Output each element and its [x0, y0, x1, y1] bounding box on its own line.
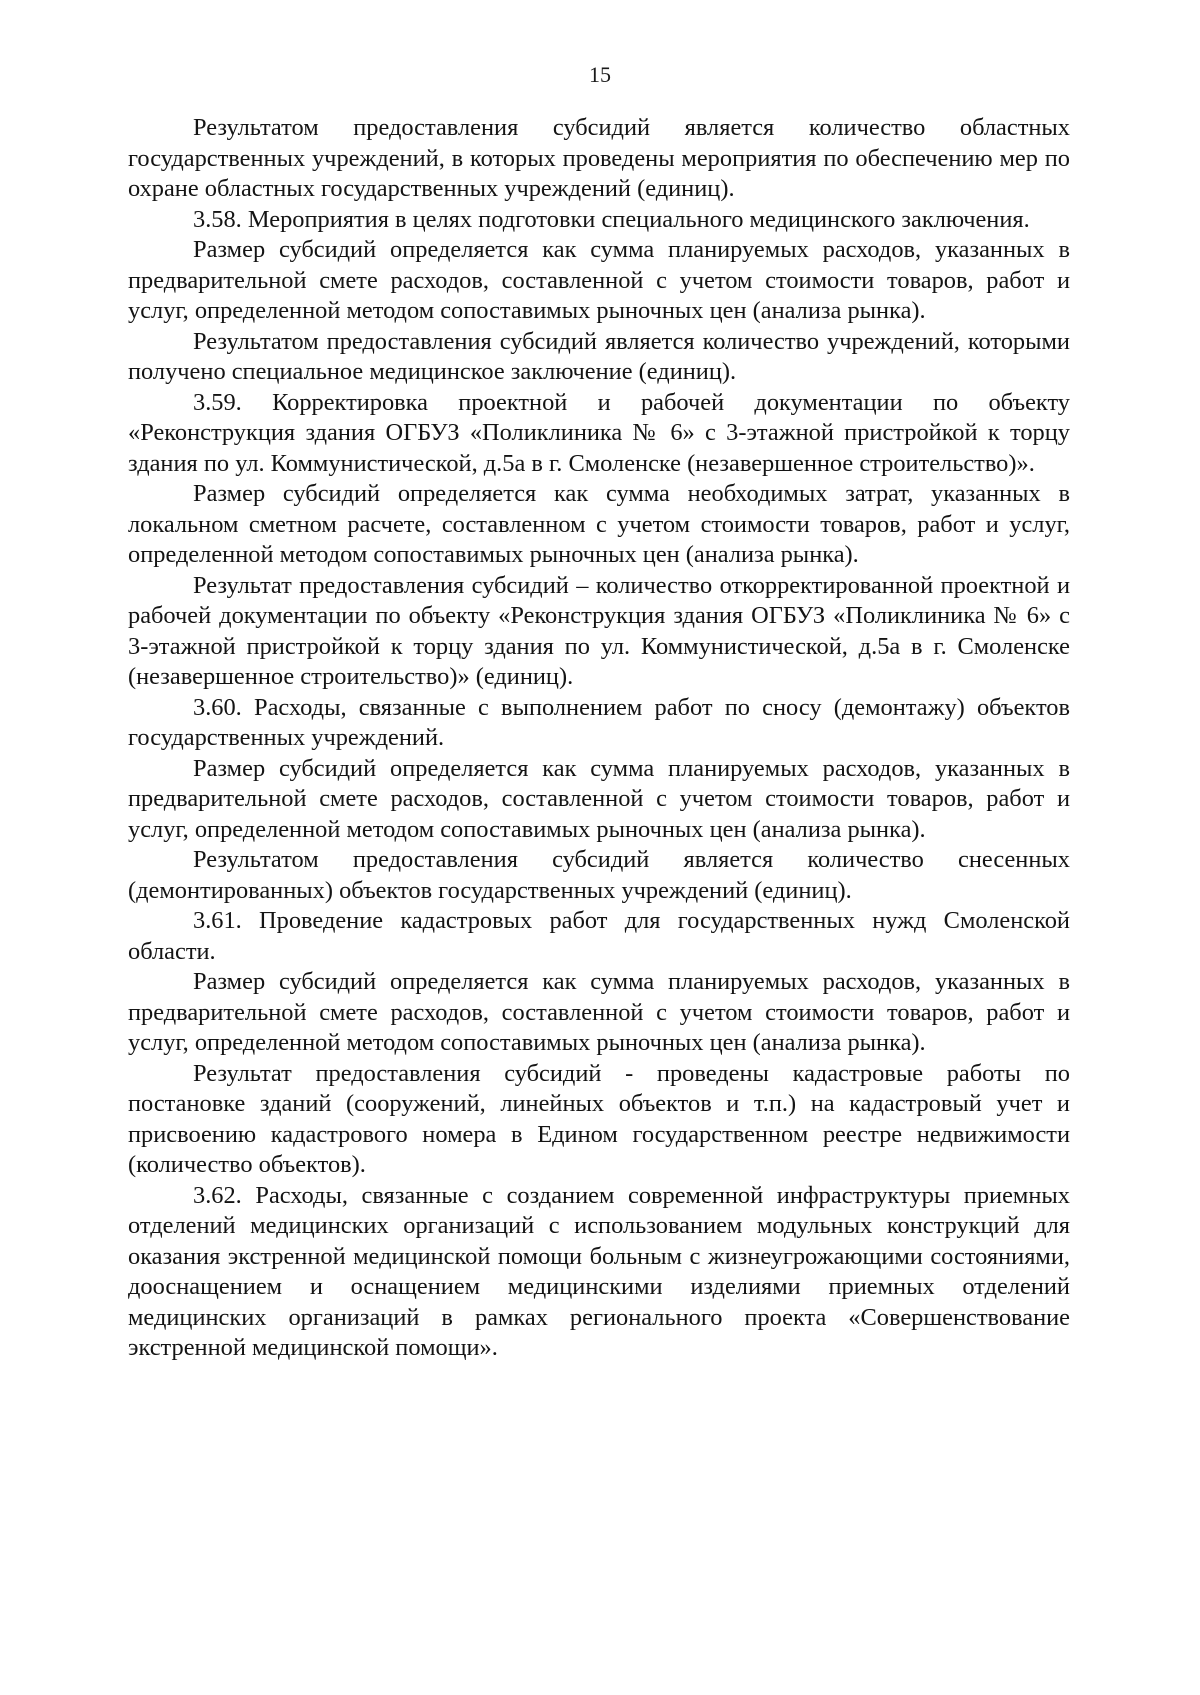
paragraph-subsidy-size: Размер субсидий определяется как сумма планируемых расходов, указанных в предварительной смете расходов, составленной с учетом стоимости товаров, работ и услуг, определенной методом сопоставимых рыночных цен (анализа рынка). — [128, 968, 1070, 1056]
paragraph-result-medical-conclusion: Результатом предоставления субсидий является количество учреждений, которыми получено специальное медицинское заключение (единиц). — [128, 327, 1070, 385]
section-3-61-heading: 3.61. Проведение кадастровых работ для государственных нужд Смоленской области. — [128, 907, 1070, 965]
paragraph-result-documentation: Результат предоставления субсидий – количество откорректированной проектной и рабочей документации по объекту «Реконструкция здания ОГБУЗ «Поликлиника № 6» с 3-этажной пристройкой к торцу здания по ул. Коммунистической, д.5а в г. Смоленске (незавершенное строительство)» (единиц). — [128, 571, 1070, 690]
paragraph-subsidy-size: Размер субсидий определяется как сумма планируемых расходов, указанных в предварительной смете расходов, составленной с учетом стоимости товаров, работ и услуг, определенной методом сопоставимых рыночных цен (анализа рынка). — [128, 236, 1070, 324]
section-3-59-heading: 3.59. Корректировка проектной и рабочей документации по объекту «Реконструкция здания ОГБУЗ «Поликлиника № 6» с 3-этажной пристройкой к торцу здания по ул. Коммунистической, д.5а в г. Смоленске (незавершенное строительство)». — [128, 388, 1070, 477]
section-3-62-heading: 3.62. Расходы, связанные с созданием современной инфраструктуры приемных отделений медицинских организаций с использованием модульных конструкций для оказания экстренной медицинской помощи больным с жизнеугрожающими состояниями, дооснащением и оснащением медицинскими изделиями приемных отделений медицинских организаций в рамках регионального проекта «Совершенствование экстренной медицинской помощи». — [128, 1181, 1070, 1361]
paragraph-subsidy-size: Размер субсидий определяется как сумма необходимых затрат, указанных в локальном сметном расчете, составленном с учетом стоимости товаров, работ и услуг, определенной методом сопоставимых рыночных цен (анализа рынка). — [128, 480, 1070, 568]
section-3-60-heading: 3.60. Расходы, связанные с выполнением работ по сносу (демонтажу) объектов государственных учреждений. — [128, 693, 1070, 751]
section-3-58-heading: 3.58. Мероприятия в целях подготовки специального медицинского заключения. — [193, 205, 1030, 233]
page-number: 15 — [589, 62, 611, 87]
paragraph-result-cadastral: Результат предоставления субсидий - проведены кадастровые работы по постановке зданий (сооружений, линейных объектов и т.п.) на кадастровый учет и присвоению кадастрового номера в Едином государственном реестре недвижимости (количество объектов). — [128, 1059, 1070, 1178]
paragraph-result-protection: Результатом предоставления субсидий является количество областных государственных учреждений, в которых проведены мероприятия по обеспечению мер по охране областных государственных учреждений (единиц). — [128, 114, 1070, 202]
paragraph-subsidy-size: Размер субсидий определяется как сумма планируемых расходов, указанных в предварительной смете расходов, составленной с учетом стоимости товаров, работ и услуг, определенной методом сопоставимых рыночных цен (анализа рынка). — [128, 754, 1070, 843]
document-body — [128, 113, 1070, 1364]
paragraph-result-demolition: Результатом предоставления субсидий является количество снесенных (демонтированных) объектов государственных учреждений (единиц). — [128, 846, 1070, 904]
